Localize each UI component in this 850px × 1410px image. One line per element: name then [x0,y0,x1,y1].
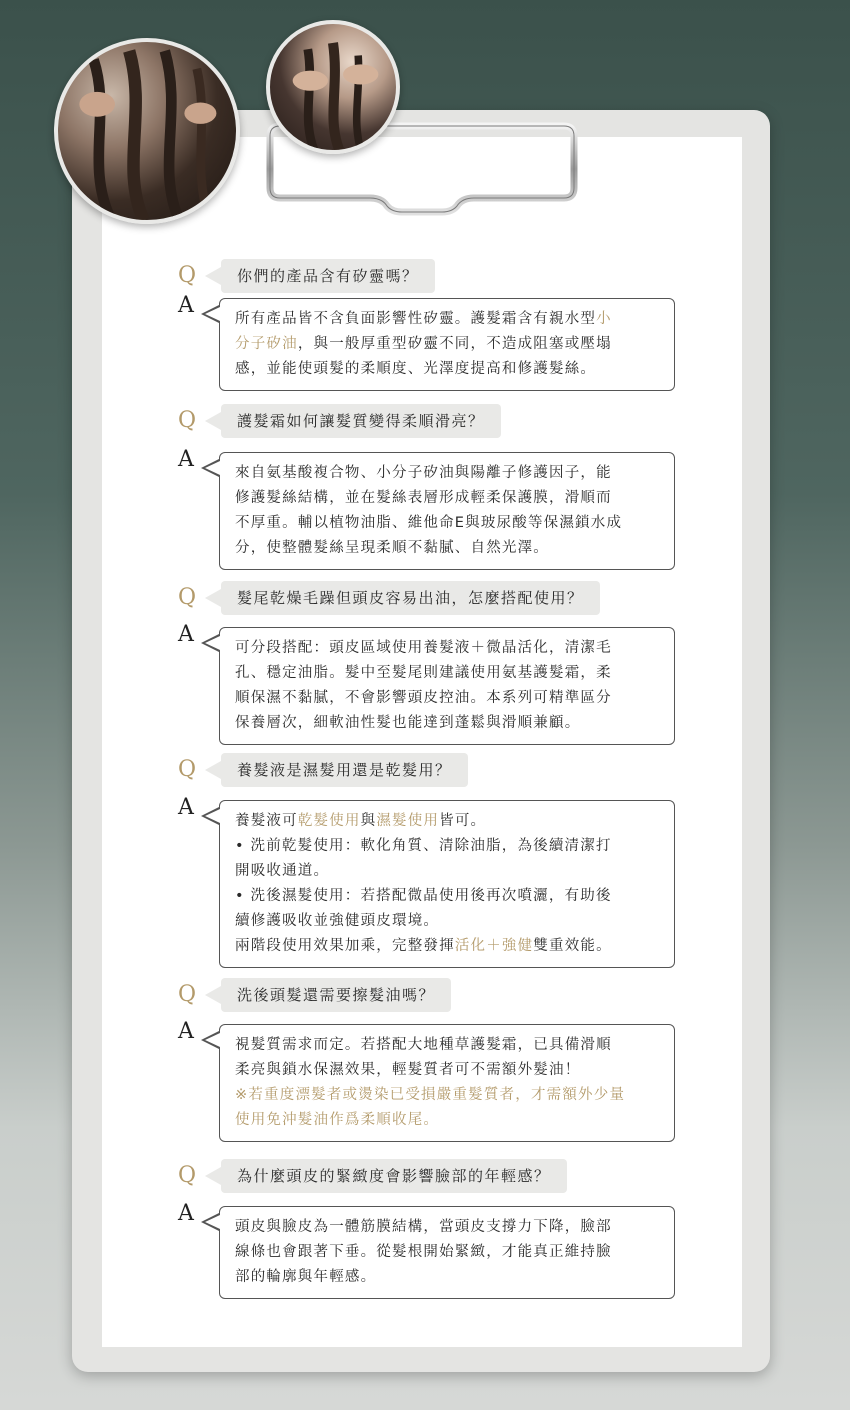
answer-bubble [219,298,675,391]
answer-text: 所有產品皆不含負面影響性矽靈。護髮霜含有親水型 [235,311,597,327]
answer-text: 養髮液可 [235,813,298,829]
answer-line [235,1083,659,1108]
answer-line [235,486,659,511]
answer-text: 不厚重。輔以植物油脂、維他命E與玻尿酸等保濕鎖水成 [235,515,623,531]
answer-text: 續修護吸收並強健頭皮環境。 [235,913,440,929]
answer-line [235,536,659,561]
answer-text: 雙重效能。 [533,938,612,954]
answer-line [235,809,659,834]
hair-photo-right [266,20,400,154]
answer-marker: A [178,622,194,647]
answer-marker: A [178,447,194,472]
answer-line [235,461,659,486]
answer-line [235,711,659,736]
hair-strands-icon [58,42,236,220]
highlight-text: 活化＋強健 [454,938,534,954]
answer-marker: A [178,795,194,820]
question-bubble: 你們的產品含有矽靈嗎？ [221,259,435,293]
answer-text: 來自氨基酸複合物、小分子矽油與陽離子修護因子，能 [235,465,612,481]
highlight-text: 小 [596,311,612,327]
answer-text: ，與一般厚重型矽靈不同，不造成阻塞或壓塌 [297,336,612,352]
question-marker: Q [178,982,197,1007]
answer-bubble [219,627,675,745]
answer-bubble [219,1024,675,1142]
question-bubble: 髮尾乾燥毛躁但頭皮容易出油，怎麼搭配使用？ [221,581,600,615]
question-bubble: 護髮霜如何讓髮質變得柔順滑亮？ [221,404,501,438]
highlight-text: ※若重度漂髮者或燙染已受損嚴重髮質者，才需額外少量 [235,1087,626,1103]
answer-text: 皆可。 [439,813,487,829]
answer-line [235,834,659,859]
answer-text: 柔亮與鎖水保濕效果，輕髮質者可不需額外髮油！ [235,1062,581,1078]
highlight-text: 濕髮使用 [376,813,440,829]
answer-text: 保養層次，細軟油性髮也能達到蓬鬆與滑順兼顧。 [235,715,581,731]
answer-bubble [219,452,675,570]
highlight-text: 使用免沖髮油作爲柔順收尾。 [235,1112,440,1128]
answer-line [235,661,659,686]
answer-text: 兩階段使用效果加乘，完整發揮 [235,938,455,954]
answer-text: 部的輪廓與年輕感。 [235,1269,377,1285]
answer-line [235,1108,659,1133]
answer-line [235,859,659,884]
answer-text: 可分段搭配：頭皮區域使用養髮液＋微晶活化，清潔毛 [235,640,612,656]
answer-line [235,686,659,711]
answer-text: 與 [360,813,377,829]
answer-text: 順保濕不黏膩，不會影響頭皮控油。本系列可精準區分 [235,690,612,706]
question-bubble: 洗後頭髮還需要擦髮油嗎？ [221,978,451,1012]
answer-text: • 洗後濕髮使用：若搭配微晶使用後再次噴灑，有助後 [235,888,612,904]
answer-line [235,511,659,536]
highlight-text: 分子矽油 [235,336,298,352]
answer-marker: A [178,293,194,318]
answer-text: 開吸收通道。 [235,863,330,879]
question-marker: Q [178,408,197,433]
answer-line [235,1033,659,1058]
question-marker: Q [178,263,197,288]
highlight-text: 乾髮使用 [297,813,361,829]
answer-line [235,884,659,909]
answer-text: • 洗前乾髮使用：軟化角質、清除油脂，為後續清潔打 [235,838,612,854]
answer-line [235,1265,659,1290]
answer-line [235,1240,659,1265]
answer-line [235,636,659,661]
answer-text: 修護髮絲結構，並在髮絲表層形成輕柔保護膜，滑順而 [235,490,612,506]
answer-bubble [219,1206,675,1299]
answer-text: 線條也會跟著下垂。從髮根開始緊緻，才能真正維持臉 [235,1244,612,1260]
question-bubble: 為什麼頭皮的緊緻度會影響臉部的年輕感？ [221,1159,567,1193]
answer-text: 頭皮與臉皮為一體筋膜結構，當頭皮支撐力下降，臉部 [235,1219,612,1235]
hair-photo-left [54,38,240,224]
answer-text: 孔、穩定油脂。髮中至髮尾則建議使用氨基護髮霜，柔 [235,665,612,681]
question-bubble: 養髮液是濕髮用還是乾髮用？ [221,753,468,787]
question-marker: Q [178,1163,197,1188]
answer-line [235,1215,659,1240]
answer-line [235,934,659,959]
question-marker: Q [178,757,197,782]
answer-text: 視髮質需求而定。若搭配大地種草護髮霜，已具備滑順 [235,1037,612,1053]
answer-text: 分，使整體髮絲呈現柔順不黏膩、自然光澤。 [235,540,549,556]
answer-line [235,357,659,382]
answer-line [235,1058,659,1083]
answer-text: 感，並能使頭髮的柔順度、光澤度提高和修護髮絲。 [235,361,597,377]
answer-line [235,307,659,332]
answer-line [235,332,659,357]
answer-line [235,909,659,934]
answer-marker: A [178,1019,194,1044]
hair-strands-icon [270,24,396,150]
answer-bubble [219,800,675,968]
question-marker: Q [178,585,197,610]
answer-marker: A [178,1201,194,1226]
